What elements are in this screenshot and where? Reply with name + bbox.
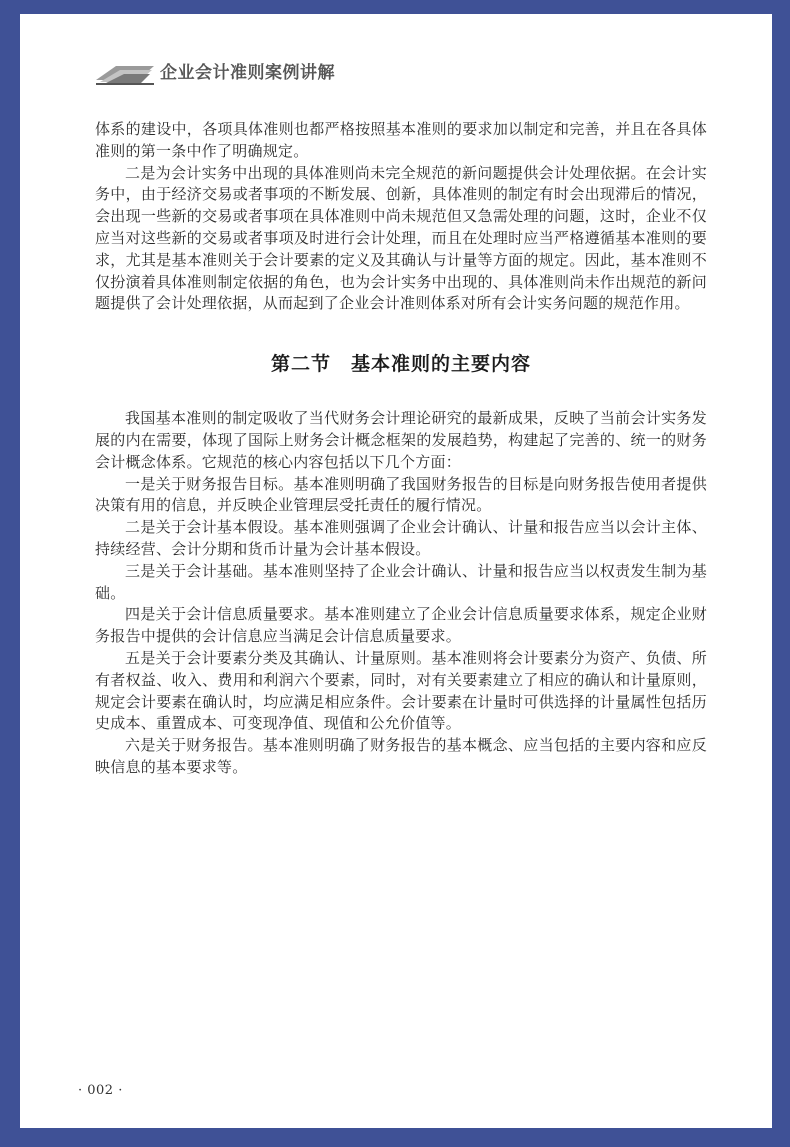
paragraph: 五是关于会计要素分类及其确认、计量原则。基本准则将会计要素分为资产、负债、所有者权益、收入、费用和利润六个要素，同时，对有关要素建立了相应的确认和计量原则，规定会计要素在确认时，均应满足相应条件。会计要素在计量时可供选择的计量属性包括历史成本、重置成本、可变现净值、现值和公允价值等。 xyxy=(95,648,707,733)
paragraph: 四是关于会计信息质量要求。基本准则建立了企业会计信息质量要求体系，规定企业财务报告中提供的会计信息应当满足会计信息质量要求。 xyxy=(95,605,707,646)
paragraph: 三是关于会计基础。基本准则坚持了企业会计确认、计量和报告应当以权责发生制为基础。 xyxy=(95,561,707,602)
paragraph: 六是关于财务报告。基本准则明确了财务报告的基本概念、应当包括的主要内容和应反映信息的基本要求等。 xyxy=(95,736,707,776)
main-content xyxy=(95,119,707,779)
paragraph: 体系的建设中，各项具体准则也都严格按照基本准则的要求加以制定和完善，并且在各具体准则的第一条中作了明确规定。 xyxy=(95,120,707,160)
running-header xyxy=(94,54,734,90)
paragraph: 一是关于财务报告目标。基本准则明确了我国财务报告的目标是向财务报告使用者提供决策有用的信息，并反映企业管理层受托责任的履行情况。 xyxy=(95,474,707,515)
header-title: 企业会计准则案例讲解 xyxy=(160,63,335,83)
paragraph: 我国基本准则的制定吸收了当代财务会计理论研究的最新成果，反映了当前会计实务发展的内在需要，体现了国际上财务会计概念框架的发展趋势，构建起了完善的、统一的财务会计概念体系。它规范的核心内容包括以下几个方面： xyxy=(95,409,707,471)
page-number: · 002 · xyxy=(78,1083,123,1098)
section-title: 第二节 基本准则的主要内容 xyxy=(270,353,531,376)
paragraph: 二是为会计实务中出现的具体准则尚未完全规范的新问题提供会计处理依据。在会计实务中，由于经济交易或者事项的不断发展、创新，具体准则的制定有时会出现滞后的情况，会出现一些新的交易或者事项在具体准则中尚未规范但又急需处理的问题，这时，企业不仅应当对这些新的交易或者事项及时进行会计处理，而且在处理时应当严格遵循基本准则的要求，尤其是基本准则关于会计要素的定义及其确认与计量等方面的规定。因此，基本准则不仅扮演着具体准则制定依据的角色，也为会计实务中出现的、具体准则尚未作出规范的新问题提供了会计处理依据，从而起到了企业会计准则体系对所有会计实务问题的规范作用。 xyxy=(95,163,707,313)
paragraph: 二是关于会计基本假设。基本准则强调了企业会计确认、计量和报告应当以会计主体、持续经营、会计分期和货币计量为会计基本假设。 xyxy=(95,518,707,558)
book-page xyxy=(20,14,772,1128)
book-stack-icon xyxy=(94,58,156,86)
